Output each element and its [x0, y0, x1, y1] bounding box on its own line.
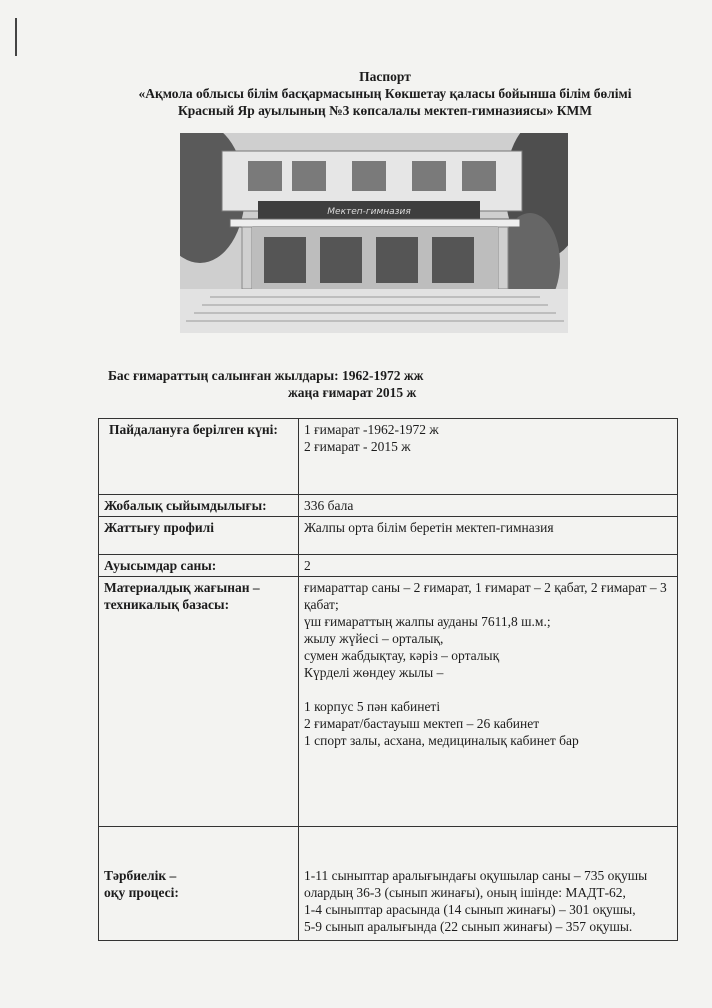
commission-line: 1 ғимарат -1962-1972 ж [304, 422, 439, 437]
material-line [304, 681, 672, 698]
material-value [299, 577, 678, 827]
building-sign-text: Мектеп-гимназия [327, 207, 411, 217]
material-line: ғимараттар саны – 2 ғимарат, 1 ғимарат – 2 қабат, 2 ғимарат – 3 қабат; [304, 580, 667, 612]
construction-years-main: Бас ғимараттың салынған жылдары: 1962-1972 жж [108, 368, 424, 383]
margin-mark [15, 18, 17, 56]
document-header [120, 68, 650, 119]
material-line: сумен жабдықтау, кәріз – орталық [304, 648, 500, 663]
material-line: 1 спорт залы, асхана, медициналық кабинет бар [304, 733, 579, 748]
header-subtitle-line1: «Ақмола облысы білім басқармасының Көкшетау қаласы бойынша білім бөлімі [138, 86, 632, 101]
header-subtitle-line2: Красный Яр ауылының №3 көпсалалы мектеп-гимназиясы» КММ [178, 103, 592, 118]
education-line: 1-11 сыныптар аралығындағы оқушылар саны – 735 оқушы [304, 868, 648, 883]
commission-value [299, 419, 678, 495]
education-line: 1-4 сыныптар арасында (14 сынып жинағы) – 301 оқушы, [304, 902, 636, 917]
education-line: олардың 36-3 (сынып жинағы), оның ішінде: МАДТ-62, [304, 885, 626, 900]
material-line: 2 ғимарат/бастауыш мектеп – 26 кабинет [304, 716, 540, 731]
material-line: үш ғимараттың жалпы ауданы 7611,8 ш.м.; [304, 614, 551, 629]
table-row [99, 827, 678, 941]
passport-table [98, 418, 678, 941]
table-row [99, 495, 678, 517]
commission-line: 2 ғимарат - 2015 ж [304, 439, 411, 454]
table-row [99, 577, 678, 827]
table-row [99, 555, 678, 577]
header-title: Паспорт [359, 69, 411, 84]
education-label-line2: оқу процесі: [104, 885, 179, 900]
table-row [99, 419, 678, 495]
construction-years [108, 367, 423, 401]
profile-label: Жаттығу профилі [99, 517, 299, 555]
education-line: 5-9 сынып аралығында (22 сынып жинағы) – 357 оқушы. [304, 919, 633, 934]
profile-value: Жалпы орта білім беретін мектеп-гимназия [299, 517, 678, 555]
education-value [299, 827, 678, 941]
construction-years-new: жаңа ғимарат 2015 ж [288, 385, 417, 400]
school-building-illustration [180, 133, 568, 333]
education-label-line1: Тәрбиелік – [104, 868, 177, 883]
education-label [99, 827, 299, 941]
capacity-value: 336 бала [299, 495, 678, 517]
table-row [99, 517, 678, 555]
material-line: Күрделі жөндеу жылы – [304, 665, 444, 680]
school-building-photo [180, 133, 568, 333]
capacity-label: Жобалық сыйымдылығы: [99, 495, 299, 517]
shifts-value: 2 [299, 555, 678, 577]
material-line: жылу жүйесі – орталық, [304, 631, 444, 646]
material-label: Материалдық жағынан – техникалық базасы: [99, 577, 299, 827]
shifts-label: Ауысымдар саны: [99, 555, 299, 577]
material-line: 1 корпус 5 пән кабинеті [304, 699, 441, 714]
commission-label: Пайдалануға берілген күні: [99, 419, 299, 495]
